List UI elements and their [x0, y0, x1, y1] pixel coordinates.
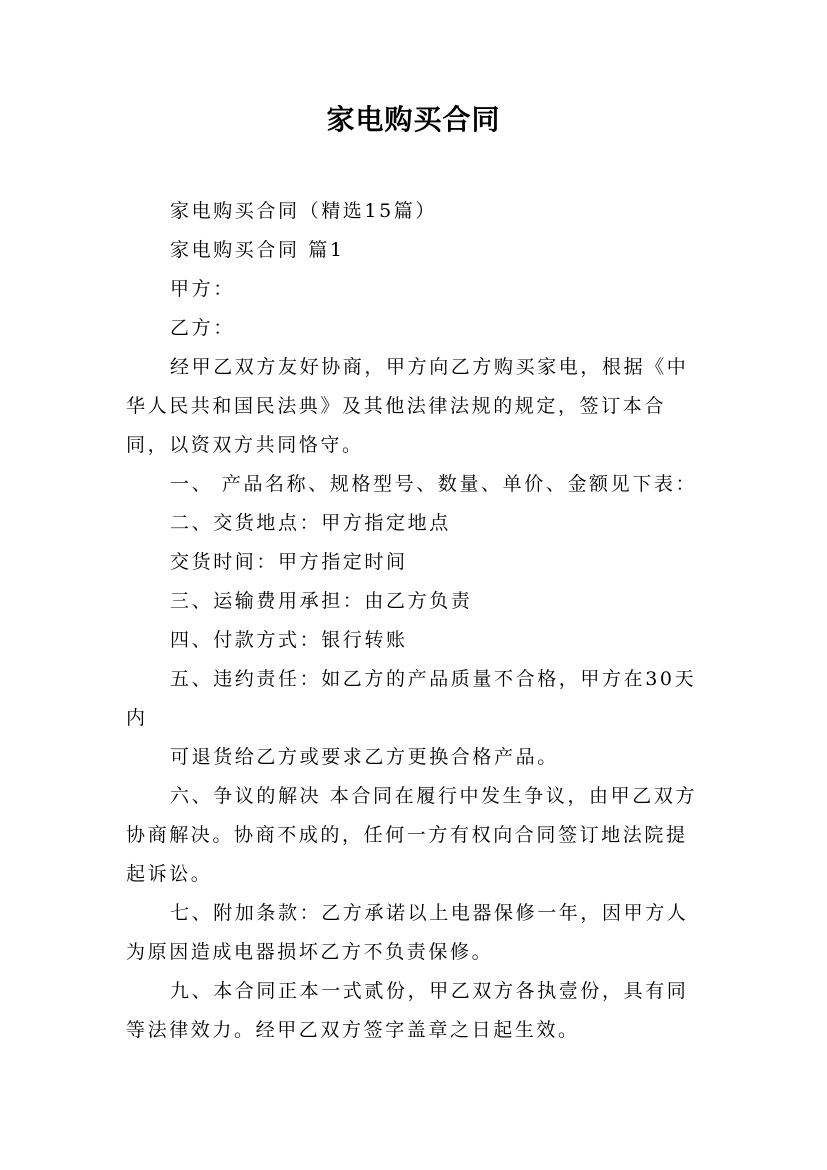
paragraph-section-heading: 家电购买合同 篇1 [170, 239, 345, 261]
paragraph-clause-6: 六、争议的解决 本合同在履行中发生争议，由甲乙双方协商解决。协商不成的，任何一方有权向合同签订地法院提起诉讼。 [126, 785, 698, 885]
document-body [126, 192, 706, 1050]
paragraph-clause-2: 二、交货地点：甲方指定地点 [170, 512, 451, 534]
paragraph-clause-9: 九、本合同正本一式贰份，甲乙双方各执壹份，具有同等法律效力。经甲乙双方签字盖章之日起生效。 [126, 980, 689, 1041]
paragraph-collection-title: 家电购买合同（精选15篇） [170, 200, 437, 222]
paragraph-clause-5: 五、违约责任：如乙方的产品质量不合格，甲方在30天内 [126, 668, 697, 729]
paragraph-clause-7: 七、附加条款：乙方承诺以上电器保修一年，因甲方人为原因造成电器损坏乙方不负责保修。 [126, 902, 689, 963]
paragraph-delivery-time: 交货时间：甲方指定时间 [170, 551, 408, 573]
paragraph-clause-4: 四、付款方式：银行转账 [170, 629, 408, 651]
paragraph-party-b: 乙方： [170, 317, 235, 339]
paragraph-clause-3: 三、运输费用承担：由乙方负责 [170, 590, 473, 612]
paragraph-clause-5-continued: 可退货给乙方或要求乙方更换合格产品。 [170, 746, 559, 768]
paragraph-clause-1: 一、 产品名称、规格型号、数量、单价、金额见下表： [170, 473, 698, 495]
document-title: 家电购买合同 [326, 103, 501, 136]
paragraph-party-a: 甲方： [170, 278, 235, 300]
paragraph-preamble: 经甲乙双方友好协商，甲方向乙方购买家电，根据《中华人民共和国民法典》及其他法律法规的规定，签订本合同，以资双方共同恪守。 [126, 356, 689, 456]
